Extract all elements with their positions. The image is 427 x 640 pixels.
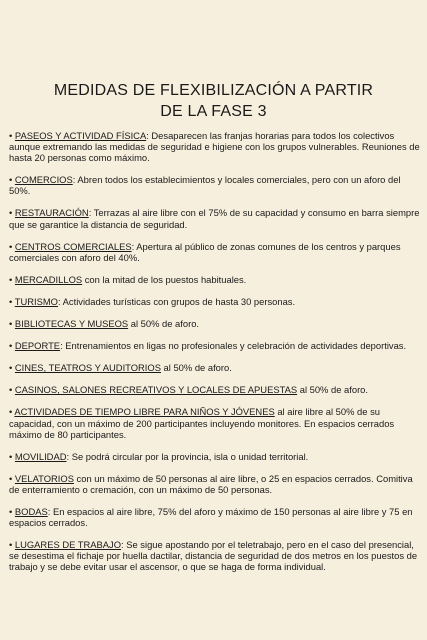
item-text: : Desaparecen las franjas horarias para todos los colectivos aunque extremando las medidas de seguridad e higiene con los grupos vulnerables. Reuniones de hasta 20 personas como máximo. [9,130,420,164]
bullet-icon: • [9,130,13,141]
item-label: ACTIVIDADES DE TIEMPO LIBRE PARA NIÑOS Y JÓVENES [14,406,275,418]
item-text: : Entrenamientos en ligas no profesionales y celebración de actividades deportivas. [60,340,407,352]
item-label: LUGARES DE TRABAJO [14,539,122,551]
item-label: CINES, TEATROS Y AUDITORIOS [14,362,161,374]
item-label: BODAS [14,505,48,517]
list-item [9,384,421,395]
bullet-icon: • [9,450,13,462]
item-label: MOVILIDAD [14,450,67,462]
item-label: TURISMO [14,295,58,307]
item-label: PASEOS Y ACTIVIDAD FÍSICA [14,130,147,141]
bullet-icon: • [9,384,13,396]
item-text: : Abren todos los establecimientos y locales comerciales, pero con un aforo del 50%. [9,174,401,197]
list-item [9,506,421,528]
list-item [9,130,421,163]
page-title [0,80,427,122]
item-text: al 50% de aforo. [128,318,200,330]
list-item [9,241,421,263]
list-item [9,451,421,462]
item-text: : Se sigue apostando por el teletrabajo, pero en el caso del presencial, se desestima el fichaje por huella dactilar, distancia de seguridad de dos metros en los puestos de trabajo y se debe evitar usar el ascensor, o que se haga de forma individual. [9,539,418,573]
list-item [9,207,421,229]
item-text: al aire libre al 50% de su capacidad, con un máximo de 200 participantes incluyendo monitores. En espacios cerrados máximo de 80 participantes. [9,406,395,440]
bullet-icon: • [9,174,13,186]
item-text: al 50% de aforo. [297,384,369,396]
measures-list [9,130,421,583]
bullet-icon: • [9,318,13,330]
title-line-1: MEDIDAS DE FLEXIBILIZACIÓN A PARTIR [53,82,374,99]
bullet-icon: • [9,240,13,252]
list-item [9,406,421,439]
item-label: DEPORTE [14,340,61,352]
item-text: al 50% de aforo. [160,362,232,374]
item-text: con un máximo de 50 personas al aire libre, o 25 en espacios cerrados. Comitiva de enterramiento o cremación, con un máximo de 50 personas. [9,472,413,495]
item-label: MERCADILLOS [14,273,83,285]
item-text: con la mitad de los puestos habituales. [82,273,247,285]
bullet-icon: • [9,472,13,484]
item-text: : Terrazas al aire libre con el 75% de su capacidad y consumo en barra siempre que se garantice la distancia de seguridad. [9,207,420,230]
item-text: : Apertura al público de zonas comunes de los centros y parques comerciales con aforo del 40%. [9,240,401,263]
item-text: : Se podrá circular por la provincia, isla o unidad territorial. [66,450,309,462]
item-text: : Actividades turísticas con grupos de hasta 30 personas. [57,295,296,307]
bullet-icon: • [9,406,13,418]
title-line-2: DE LA FASE 3 [160,103,267,120]
list-item [9,296,421,307]
list-item [9,318,421,329]
item-label: VELATORIOS [14,472,74,484]
list-item [9,473,421,495]
list-item [9,539,421,572]
item-label: BIBLIOTECAS Y MUSEOS [14,318,129,330]
bullet-icon: • [9,505,13,517]
item-label: RESTAURACIÓN [14,207,89,219]
list-item [9,174,421,196]
list-item [9,274,421,285]
bullet-icon: • [9,539,13,551]
item-label: CASINOS, SALONES RECREATIVOS Y LOCALES DE APUESTAS [14,384,298,396]
bullet-icon: • [9,340,13,352]
bullet-icon: • [9,362,13,374]
bullet-icon: • [9,295,13,307]
item-text: : En espacios al aire libre, 75% del aforo y máximo de 150 personas al aire libre y 75 en espacios cerrados. [9,505,413,529]
bullet-icon: • [9,273,13,285]
item-label: CENTROS COMERCIALES [14,240,132,252]
list-item [9,362,421,373]
list-item [9,340,421,351]
bullet-icon: • [9,207,13,219]
item-label: COMERCIOS [14,174,73,186]
